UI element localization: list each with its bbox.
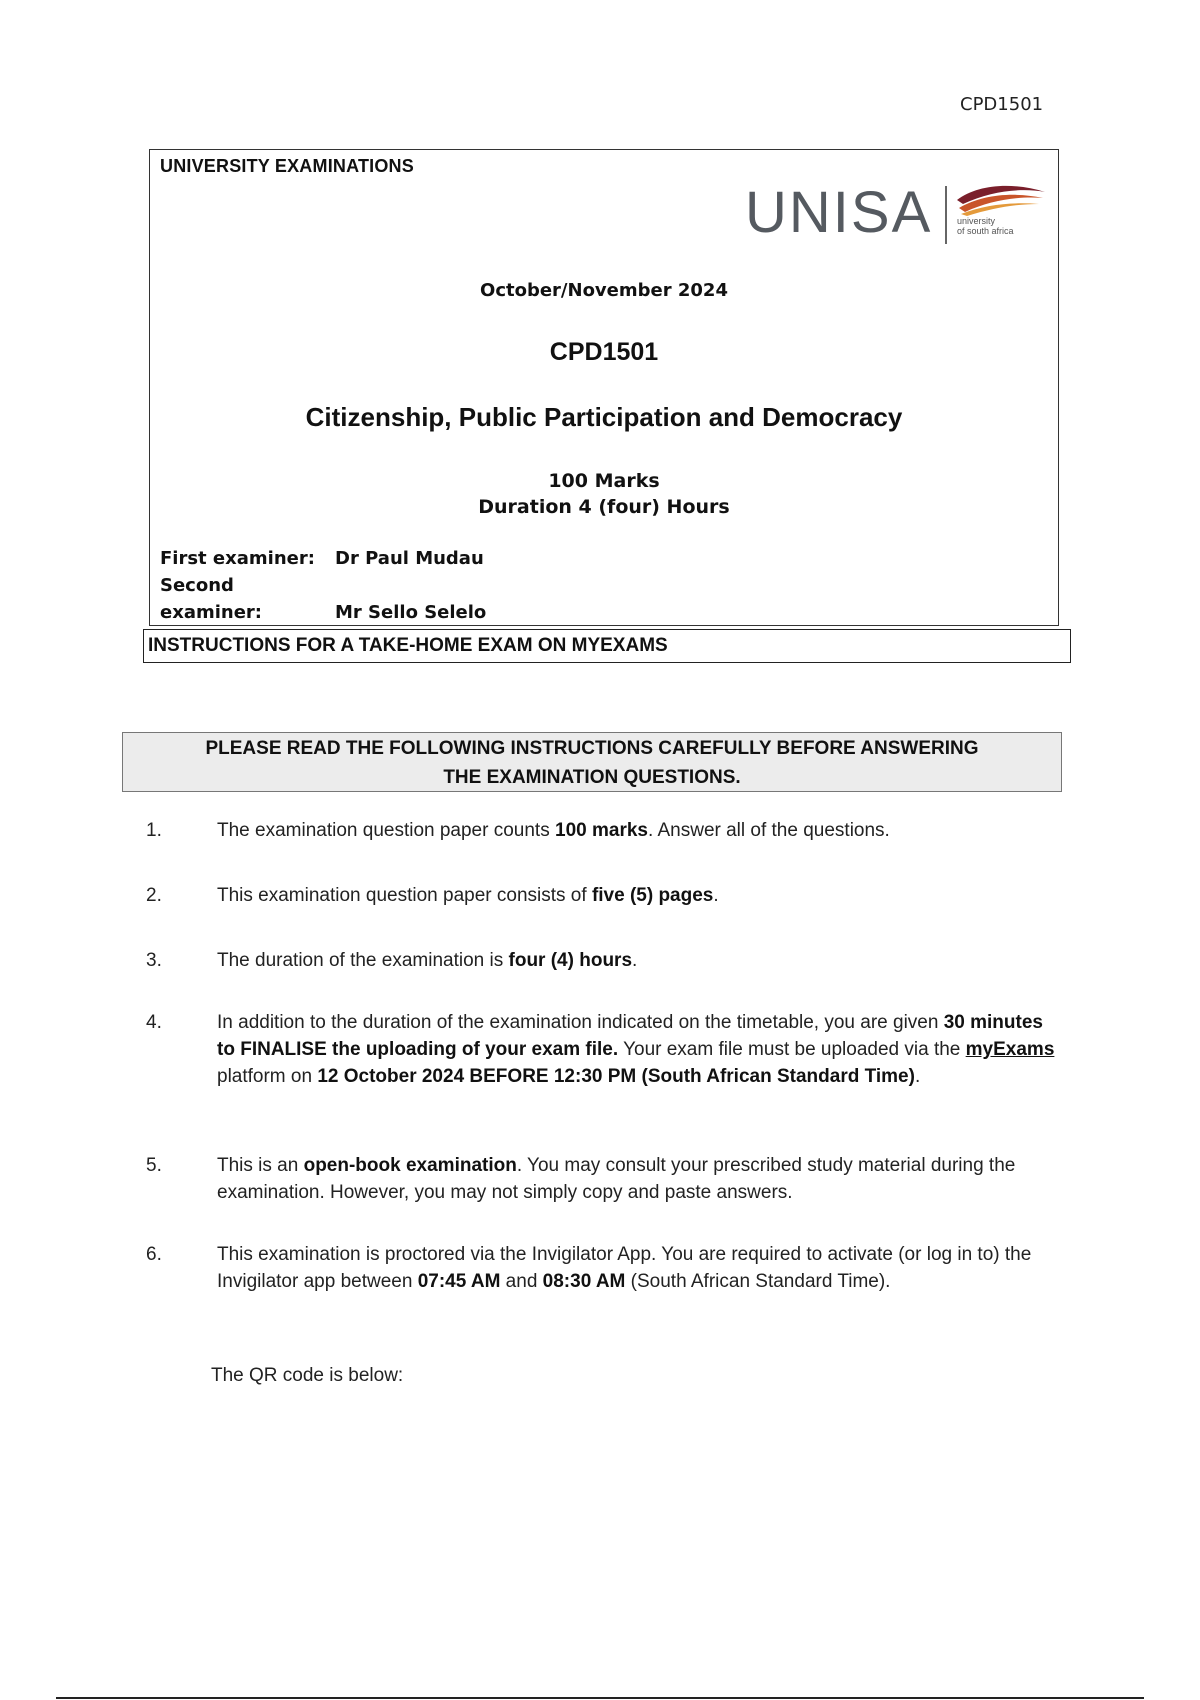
- unisa-swoosh-icon: [953, 182, 1048, 216]
- item-text: This is an open-book examination. You may consult your prescribed study material during the examination. However, you may not simply copy and paste answers.: [217, 1155, 1016, 1203]
- module-title: Citizenship, Public Participation and Democracy: [305, 402, 903, 432]
- read-carefully-notice: [122, 732, 1062, 792]
- examiners: [160, 545, 486, 626]
- duration: Duration 4 (four) Hours: [478, 496, 730, 518]
- myexams-link[interactable]: myExams: [965, 1039, 1055, 1060]
- footer-divider: [56, 1697, 1144, 1699]
- first-examiner-label: First examiner:: [160, 548, 315, 569]
- marks-duration: [150, 468, 1058, 520]
- first-examiner: [160, 545, 486, 572]
- exam-date: October/November 2024: [480, 280, 728, 301]
- item-text: This examination question paper consists of five (5) pages.: [217, 885, 719, 906]
- item-number: 3.: [146, 950, 162, 971]
- page-code: CPD1501: [960, 94, 1044, 115]
- item-number: 1.: [146, 820, 162, 841]
- university-examinations-label: UNIVERSITY EXAMINATIONS: [160, 156, 414, 176]
- item-text: In addition to the duration of the examination indicated on the timetable, you are given 30 minutes to FINALISE the uploading of your exam file. Your exam file must be uploaded via the myExams platform on 12 October 2024 BEFORE 12:30 PM (South African Standard Time).: [217, 1012, 1055, 1087]
- logo-tagline-line-1: university: [957, 216, 996, 226]
- logo-tagline: [957, 216, 1014, 236]
- logo-divider: [945, 186, 947, 244]
- item-number: 6.: [146, 1244, 162, 1265]
- total-marks: 100 Marks: [548, 470, 660, 492]
- read-notice-line-1: PLEASE READ THE FOLLOWING INSTRUCTIONS CAREFULLY BEFORE ANSWERING: [205, 738, 979, 759]
- item-text: The examination question paper counts 100 marks. Answer all of the questions.: [217, 820, 890, 841]
- item-number: 2.: [146, 885, 162, 906]
- first-examiner-name: Dr Paul Mudau: [335, 548, 484, 569]
- second-examiner-label: Second examiner:: [160, 575, 262, 623]
- unisa-logo: [745, 180, 1045, 252]
- item-number: 4.: [146, 1012, 162, 1033]
- item-text: The duration of the examination is four (4) hours.: [217, 950, 638, 971]
- read-notice-line-2: THE EXAMINATION QUESTIONS.: [443, 767, 741, 788]
- item-text: This examination is proctored via the Invigilator App. You are required to activate (or log in to) the Invigilator app between 07:45 AM and 08:30 AM (South African Standard Time).: [217, 1244, 1032, 1292]
- cover-box: [149, 149, 1059, 626]
- second-examiner: [160, 572, 486, 626]
- item-number: 5.: [146, 1155, 162, 1176]
- logo-wordmark: UNISA: [745, 180, 933, 245]
- qr-code-note: The QR code is below:: [211, 1365, 404, 1386]
- second-examiner-name: Mr Sello Selelo: [335, 602, 487, 623]
- logo-tagline-line-2: of south africa: [957, 226, 1014, 236]
- instructions-heading: INSTRUCTIONS FOR A TAKE-HOME EXAM ON MYEXAMS: [143, 629, 1071, 663]
- module-code: CPD1501: [549, 338, 659, 366]
